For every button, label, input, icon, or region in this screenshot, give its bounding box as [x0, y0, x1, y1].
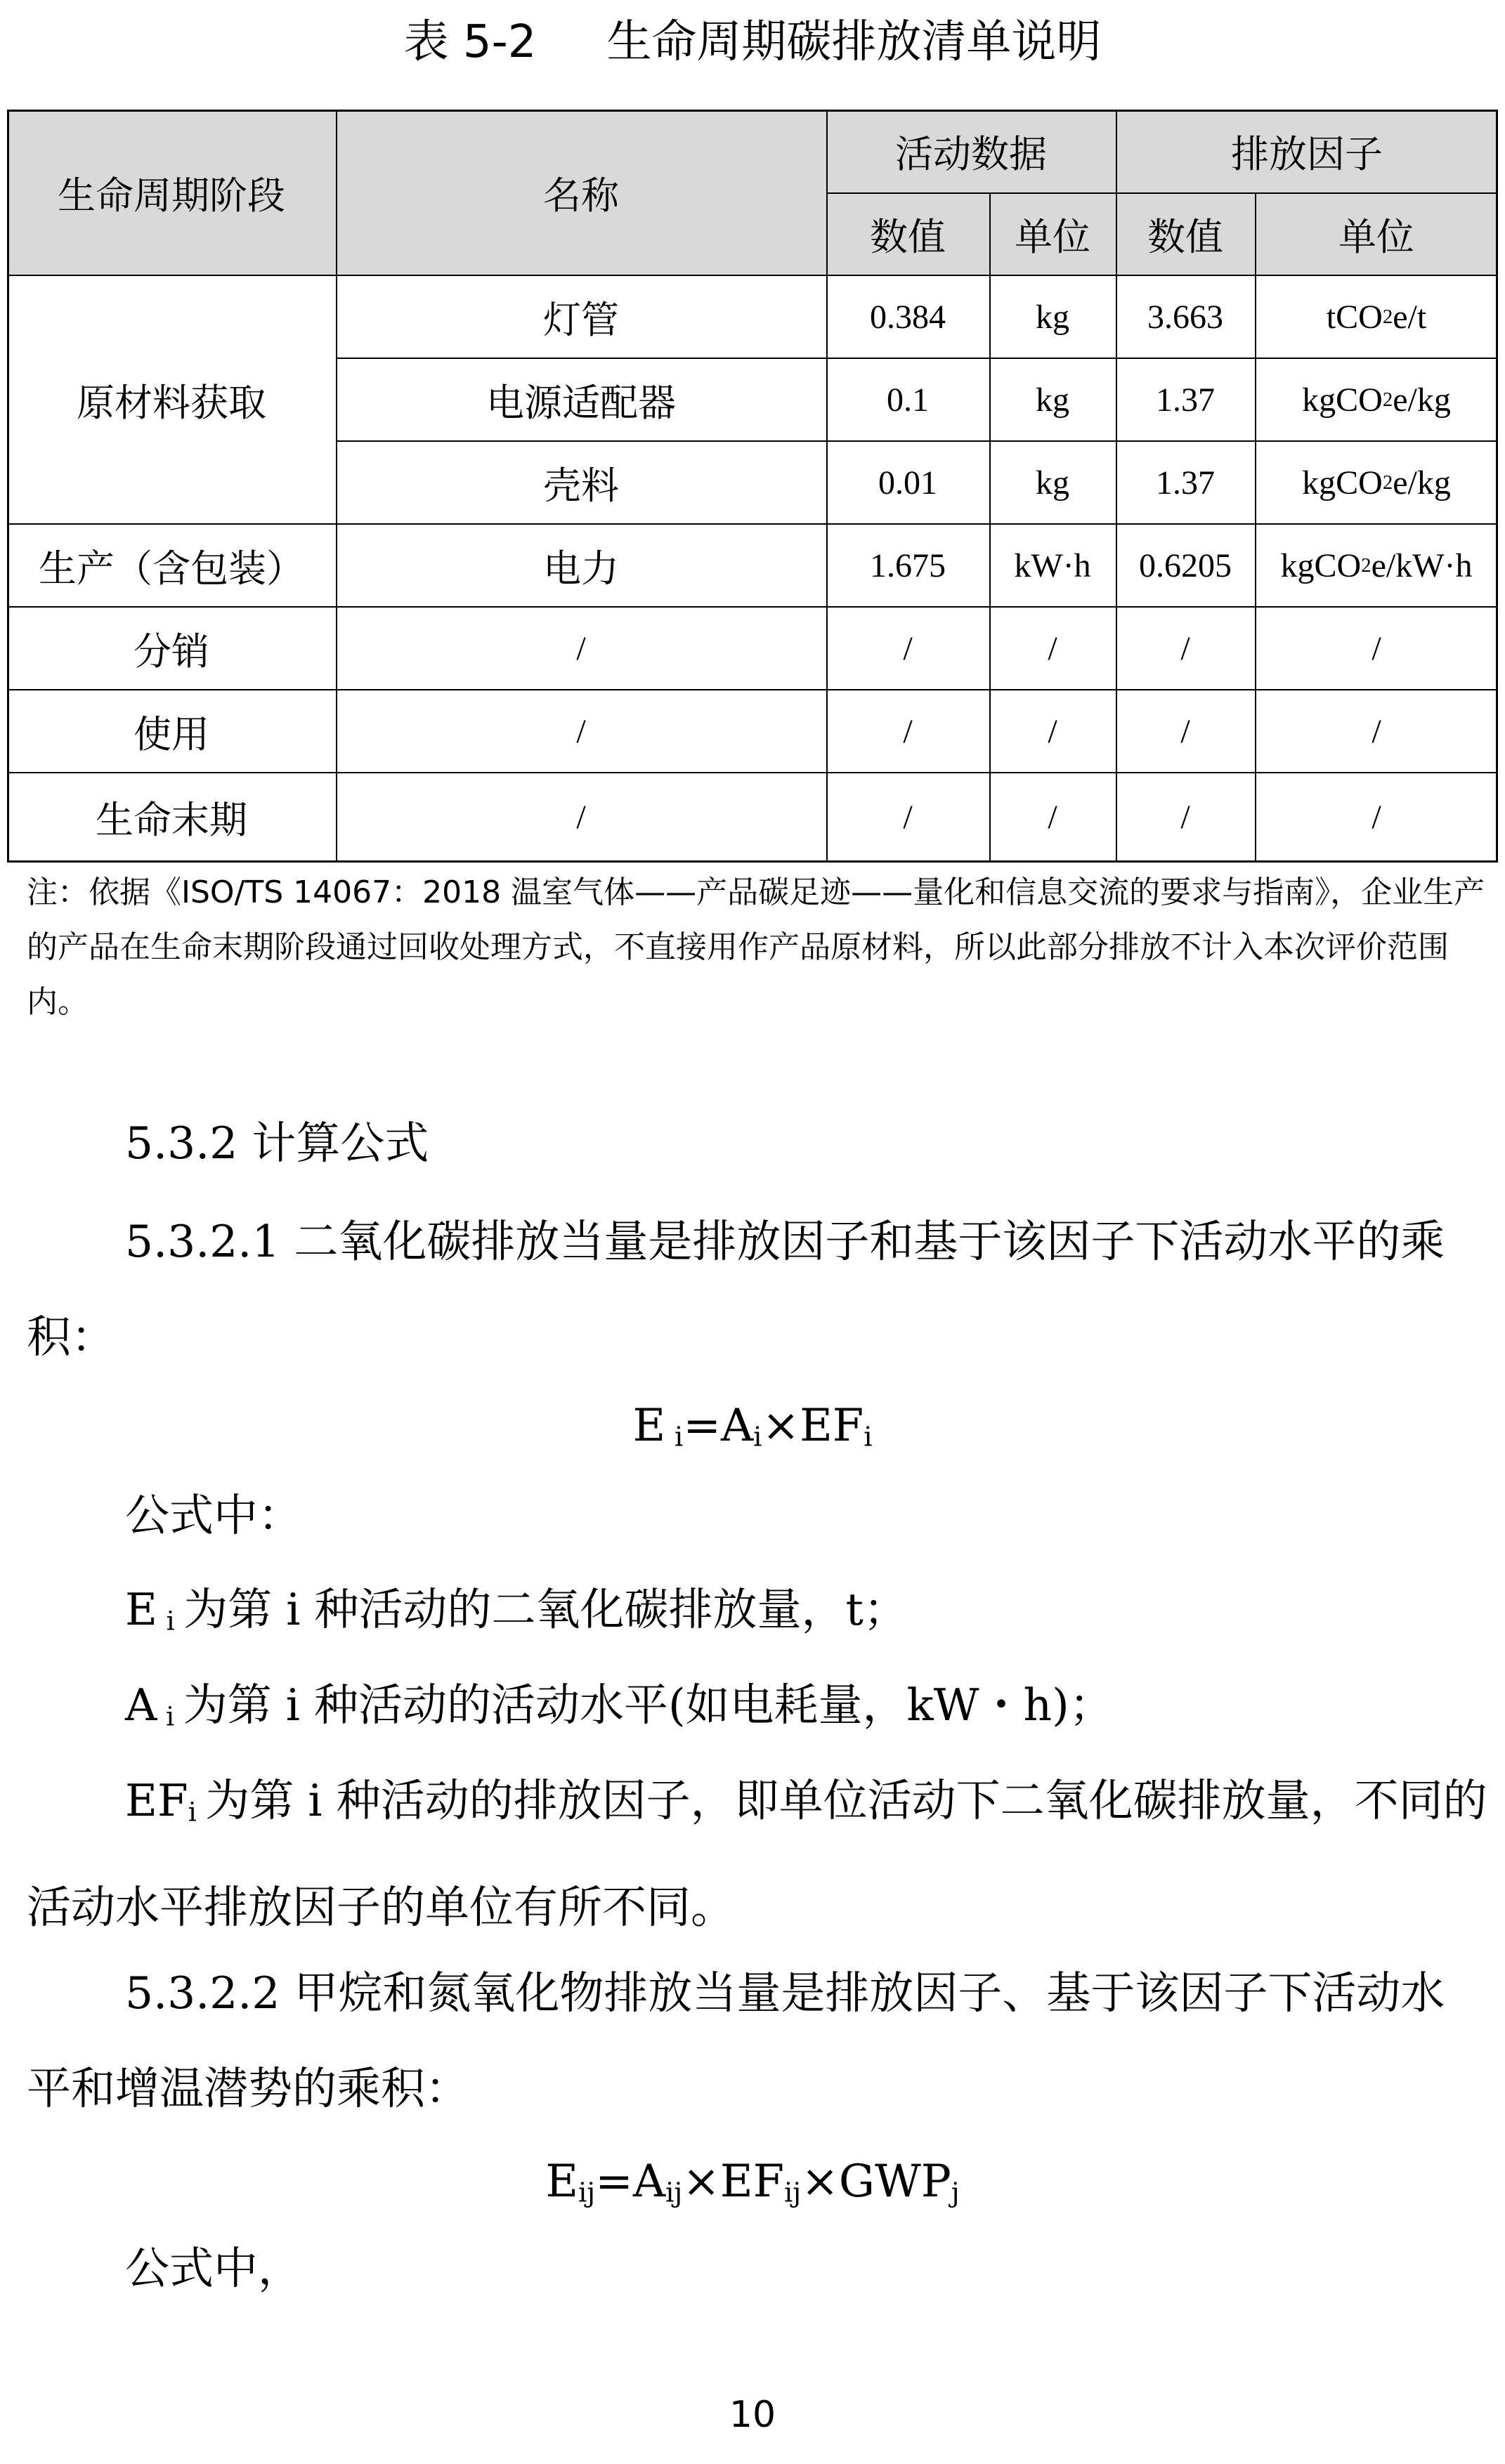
row-name: 灯管: [543, 297, 619, 342]
row-ef-unit: kgCO 2 e/kg: [1302, 464, 1451, 502]
row-ad-unit: kg: [1036, 298, 1069, 336]
header-activity-data: 活动数据: [895, 131, 1047, 176]
definition-e: E $_i$ 为第 i 种活动的二氧化碳排放量，t；: [125, 1584, 908, 1637]
row-ad-unit: kW·h: [1014, 546, 1091, 584]
paragraph-methane-n2o: 5.3.2.2 甲烷和氮氧化物排放当量是排放因子、基于该因子下活动水平和增温潜势的乘积：: [27, 1967, 1445, 2114]
formula-where-label: 公式中：: [125, 1490, 302, 1541]
row-ad-unit: /: [1048, 798, 1057, 836]
definition-a: A $_i$ 为第 i 种活动的活动水平(如电耗量，kW・h)；: [125, 1679, 1114, 1732]
table-caption-label: 表 5-2: [403, 16, 537, 68]
row-ad-value: /: [903, 798, 913, 836]
row-ad-value: 1.675: [870, 546, 946, 584]
section-heading: 5.3.2 计算公式: [125, 1118, 429, 1169]
row-ad-value: /: [903, 629, 913, 667]
stage-distribution: 分销: [133, 629, 209, 674]
emission-inventory-table: [7, 110, 1498, 863]
row-name: 电源适配器: [486, 380, 676, 425]
row-ef-value: 0.6205: [1139, 546, 1232, 584]
header-ad-unit: 单位: [1015, 214, 1090, 259]
row-ef-value: 1.37: [1156, 464, 1215, 502]
header-emission-factor: 排放因子: [1231, 131, 1383, 176]
row-ef-unit: /: [1372, 629, 1381, 667]
row-ad-unit: /: [1048, 712, 1057, 750]
row-ef-unit: tCO 2 e/t: [1326, 298, 1427, 336]
row-ef-value: /: [1180, 798, 1190, 836]
paragraph-co2-equivalent: 5.3.2.1 二氧化碳排放当量是排放因子和基于该因子下活动水平的乘积：: [27, 1216, 1445, 1363]
row-ad-unit: kg: [1036, 381, 1069, 419]
row-name: 壳料: [543, 463, 619, 508]
row-ad-value: 0.01: [878, 464, 937, 502]
header-ad-value: 数值: [870, 214, 946, 259]
row-ad-unit: kg: [1036, 464, 1069, 502]
formula-where-label-2: 公式中，: [125, 2243, 302, 2294]
stage-production: 生产（含包装）: [39, 546, 304, 591]
definition-ef: $EF_i$ 为第 i 种活动的排放因子，即单位活动下二氧化碳排放量，不同的活动水平排放因子的单位有所不同。: [27, 1775, 1487, 1933]
stage-end-of-life: 生命末期: [96, 797, 247, 842]
table-note: 注：依据《ISO/TS 14067：2018 温室气体——产品碳足迹——量化和信息交流的要求与指南》，企业生产的产品在生命末期阶段通过回收处理方式，不直接用作产品原材料，所以此部分排放不计入本次评价范围内。: [27, 874, 1485, 1020]
row-ad-unit: /: [1048, 629, 1057, 667]
row-name: /: [576, 712, 586, 750]
row-ad-value: /: [903, 712, 913, 750]
row-ef-unit: kgCO 2 e/kg: [1302, 381, 1451, 419]
row-ef-unit: /: [1372, 712, 1381, 750]
row-ad-value: 0.1: [887, 381, 929, 419]
formula-co2: E $_i=A_i\times EF_i$: [632, 1400, 873, 1453]
header-name: 名称: [543, 173, 619, 218]
stage-use: 使用: [133, 712, 209, 756]
row-ef-value: 1.37: [1156, 381, 1215, 419]
row-ef-value: 3.663: [1147, 298, 1223, 336]
stage-raw-material: 原材料获取: [77, 380, 266, 425]
row-name: /: [576, 629, 586, 667]
row-ef-value: /: [1180, 629, 1190, 667]
formula-ch4-n2o: $E_{ij}=A_{ij}\times EF_{ij}\times GWP_j$: [545, 2156, 960, 2209]
header-stage: 生命周期阶段: [58, 173, 285, 218]
row-ef-value: /: [1180, 712, 1190, 750]
page-number: 10: [729, 2394, 776, 2436]
row-ad-value: 0.384: [870, 298, 946, 336]
table-caption-title: 生命周期碳排放清单说明: [606, 16, 1102, 68]
row-name: /: [576, 798, 586, 836]
row-ef-unit: /: [1372, 798, 1381, 836]
header-ef-unit: 单位: [1338, 214, 1414, 259]
row-name: 电力: [543, 546, 619, 591]
header-ef-value: 数值: [1147, 214, 1223, 259]
table-caption: [0, 7, 1505, 77]
row-ef-unit: kgCO 2 e/kW·h: [1280, 546, 1473, 584]
